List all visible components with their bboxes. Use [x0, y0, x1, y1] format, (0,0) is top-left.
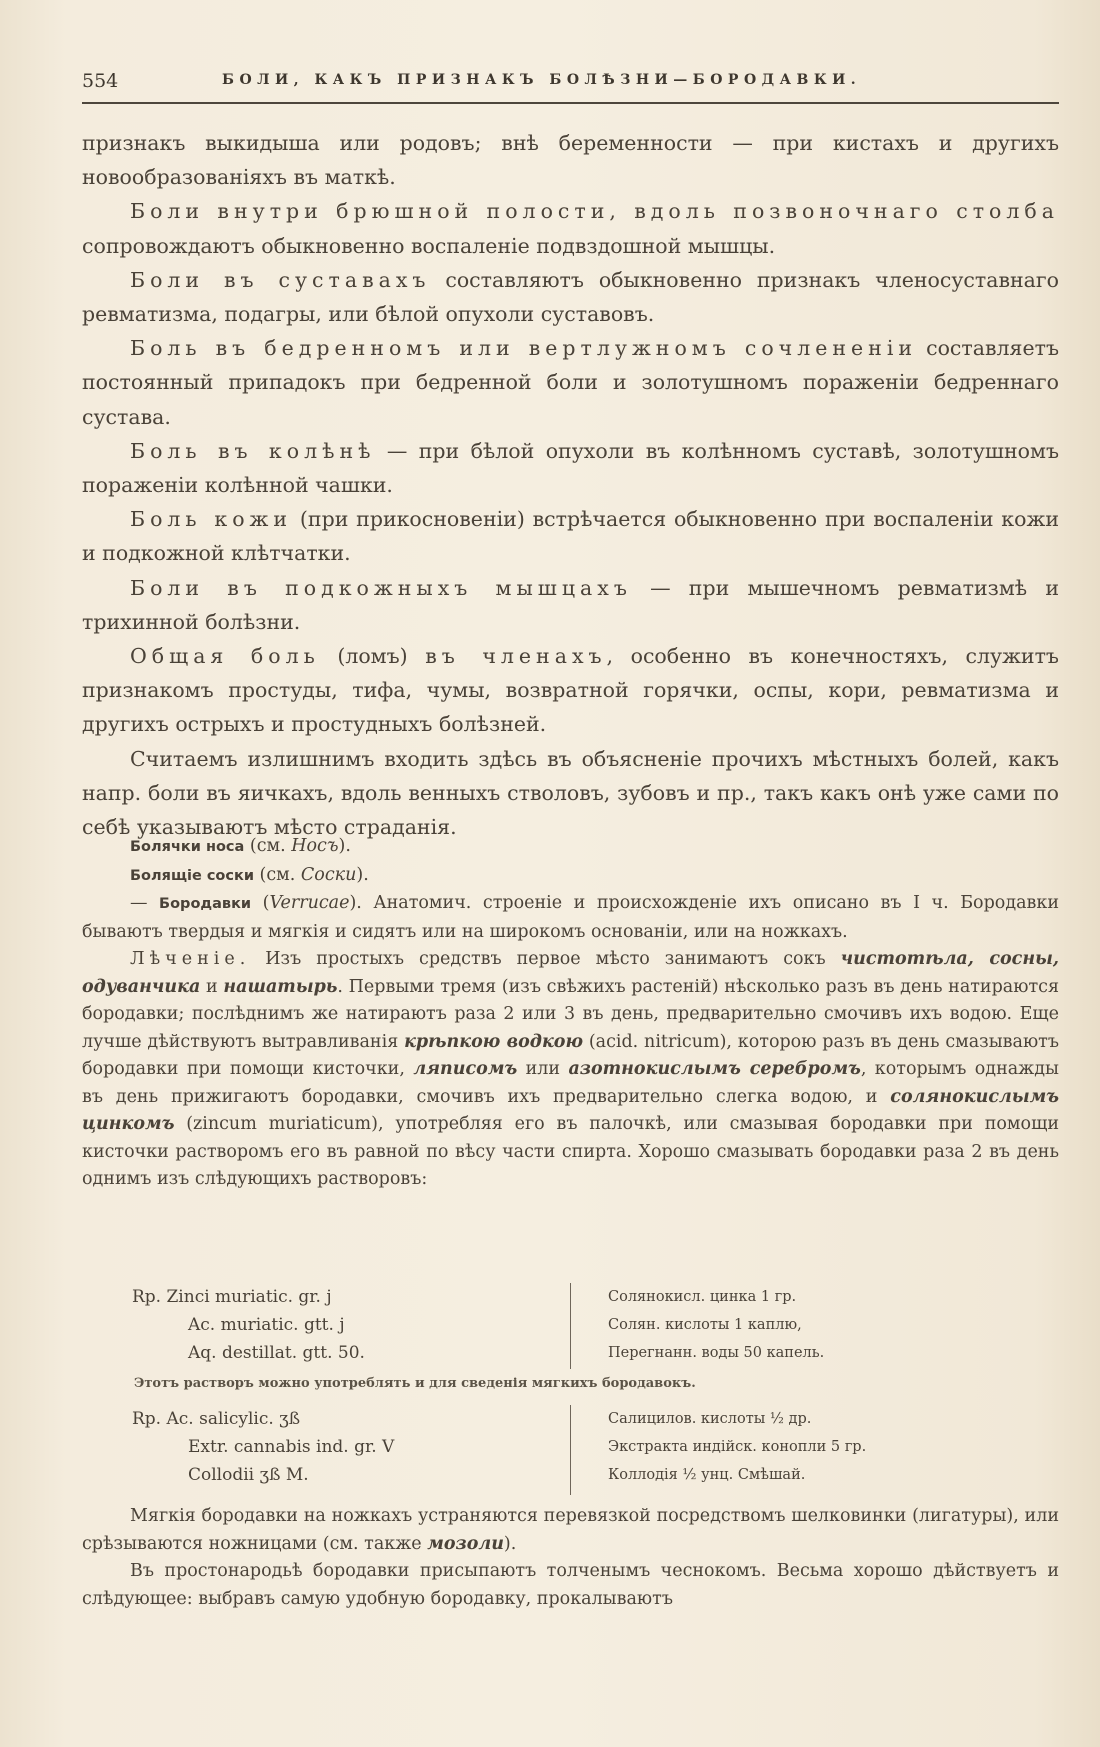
recipe-note: Этотъ растворъ можно употреблять и для сведенія мягкихъ бородавокъ. [134, 1376, 696, 1391]
page-header [82, 68, 1059, 104]
column-divider [570, 1405, 571, 1495]
recipe-latin [132, 1405, 552, 1489]
paragraph: Боль въ бедренномъ или вертлужномъ сочлененіи составляетъ постоянный припадокъ при бедренной боли и золотушномъ пораженіи бедреннаго сустава. [82, 336, 1059, 429]
column-divider [570, 1283, 571, 1369]
recipe-line: Rp. Zinci muriatic. gr. j [132, 1287, 332, 1307]
paragraph: Считаемъ излишнимъ входить здѣсь въ объясненіе прочихъ мѣстныхъ болей, какъ напр. боли въ яичкахъ, вдоль венныхъ стволовъ, зубовъ и пр., такъ какъ онѣ уже сами по себѣ указываютъ мѣсто страданія. [82, 746, 1059, 840]
paragraph: Въ простонародьѣ бородавки присыпаютъ толченымъ чеснокомъ. Весьма хорошо дѣйствуетъ и слѣдующее: выбравъ самую удобную бородавку, прокалываютъ [82, 1561, 1059, 1609]
paragraph: Боли внутри брюшной полости, вдоль позвоночнаго столба сопровождаютъ обыкновенно воспаленіе подвздошной мышцы. [82, 199, 1059, 258]
paragraph: Лѣченіе. Изъ простыхъ средствъ первое мѣсто занимаютъ сокъ чистотѣла, сосны, одуванчика и нашатырь. Первыми тремя (изъ свѣжихъ растеній) нѣсколько разъ въ день натираются бородавки; послѣднимъ же натираютъ раза 2 или 3 въ день, предварительно смочивъ ихъ водою. Еще лучше дѣйствуютъ вытравливанія крѣпкою водкою (acid. nitricum), которою разъ въ день смазываютъ бородавки при помощи кисточки, ляписомъ или азотнокислымъ серебромъ, которымъ однажды въ день прижигаютъ бородавки, смочивъ ихъ предварительно слегка водою, и солянокислымъ цинкомъ (zincum muriaticum), употребляя его въ палочкѣ, или смазывая бородавки при помощи кисточки растворомъ его въ равной по вѣсу части спирта. Хорошо смазывать бородавки раза 2 въ день однимъ изъ слѣдующихъ растворовъ: [82, 949, 1059, 1189]
small-text-block [82, 833, 1059, 1194]
main-text [82, 126, 1059, 844]
recipe-russian [608, 1405, 1048, 1489]
small-text-block [82, 1503, 1059, 1613]
cross-reference: Болячки носа (см. Носъ). [130, 836, 351, 856]
recipe-line: Aq. destillat. gtt. 50. [188, 1343, 365, 1363]
recipe-line: Ac. muriatic. gtt. j [188, 1315, 345, 1335]
paragraph: Боль кожи (при прикосновеніи) встрѣчается обыкновенно при воспаленіи кожи и подкожной клѣтчатки. [82, 507, 1059, 566]
paragraph: Мягкія бородавки на ножкахъ устраняются перевязкой посредствомъ шелковинки (лигатуры), или срѣзываются ножницами (см. также мозоли). [82, 1506, 1059, 1554]
recipe-russian [608, 1283, 1048, 1367]
recipe-line: Салицилов. кислоты ½ др. [608, 1411, 812, 1427]
cross-reference: Болящіе соски (см. Соски). [130, 864, 369, 885]
recipe-line: Экстракта индійск. конопли 5 гр. [608, 1439, 867, 1455]
recipe-latin [132, 1283, 552, 1367]
recipe-line: Солян. кислоты 1 каплю, [608, 1317, 802, 1333]
recipe-line: Rp. Ac. salicylic. ʒß [132, 1409, 301, 1429]
page-number: 554 [82, 70, 119, 92]
paragraph: — Бородавки (Verrucae). Анатомич. строеніе и происхожденіе ихъ описано въ I ч. Бородавки бываютъ твердыя и мягкія и сидятъ или на широкомъ основаніи, или на ножкахъ. [82, 893, 1059, 942]
recipe-line: Коллодія ½ унц. Смѣшай. [608, 1467, 806, 1483]
recipe-line: Extr. cannabis ind. gr. V [188, 1437, 395, 1457]
paragraph: признакъ выкидыша или родовъ; внѣ беременности — при кистахъ и другихъ новообразованіяхъ въ маткѣ. [82, 131, 1059, 190]
recipe-line: Collodii ʒß M. [188, 1465, 309, 1485]
paragraph: Общая боль (ломъ) въ членахъ, особенно въ конечностяхъ, служитъ признакомъ простуды, тифа, чумы, возвратной горячки, оспы, кори, ревматизма и другихъ острыхъ и простудныхъ болѣзней. [82, 644, 1059, 737]
recipe-line: Солянокисл. цинка 1 гр. [608, 1289, 797, 1305]
paragraph: Боли въ суставахъ составляютъ обыкновенно признакъ членосуставнаго ревматизма, подагры, или бѣлой опухоли суставовъ. [82, 267, 1059, 327]
paragraph: Боли въ подкожныхъ мышцахъ — при мышечномъ ревматизмѣ и трихинной болѣзни. [82, 575, 1060, 634]
paragraph: Боль въ колѣнѣ — при бѣлой опухоли въ колѣнномъ суставѣ, золотушномъ пораженіи колѣнной чашки. [82, 438, 1059, 498]
running-head: БОЛИ, КАКЪ ПРИЗНАКЪ БОЛѢЗНИ—БОРОДАВКИ. [222, 72, 862, 88]
recipe-line: Перегнанн. воды 50 капель. [608, 1345, 825, 1361]
